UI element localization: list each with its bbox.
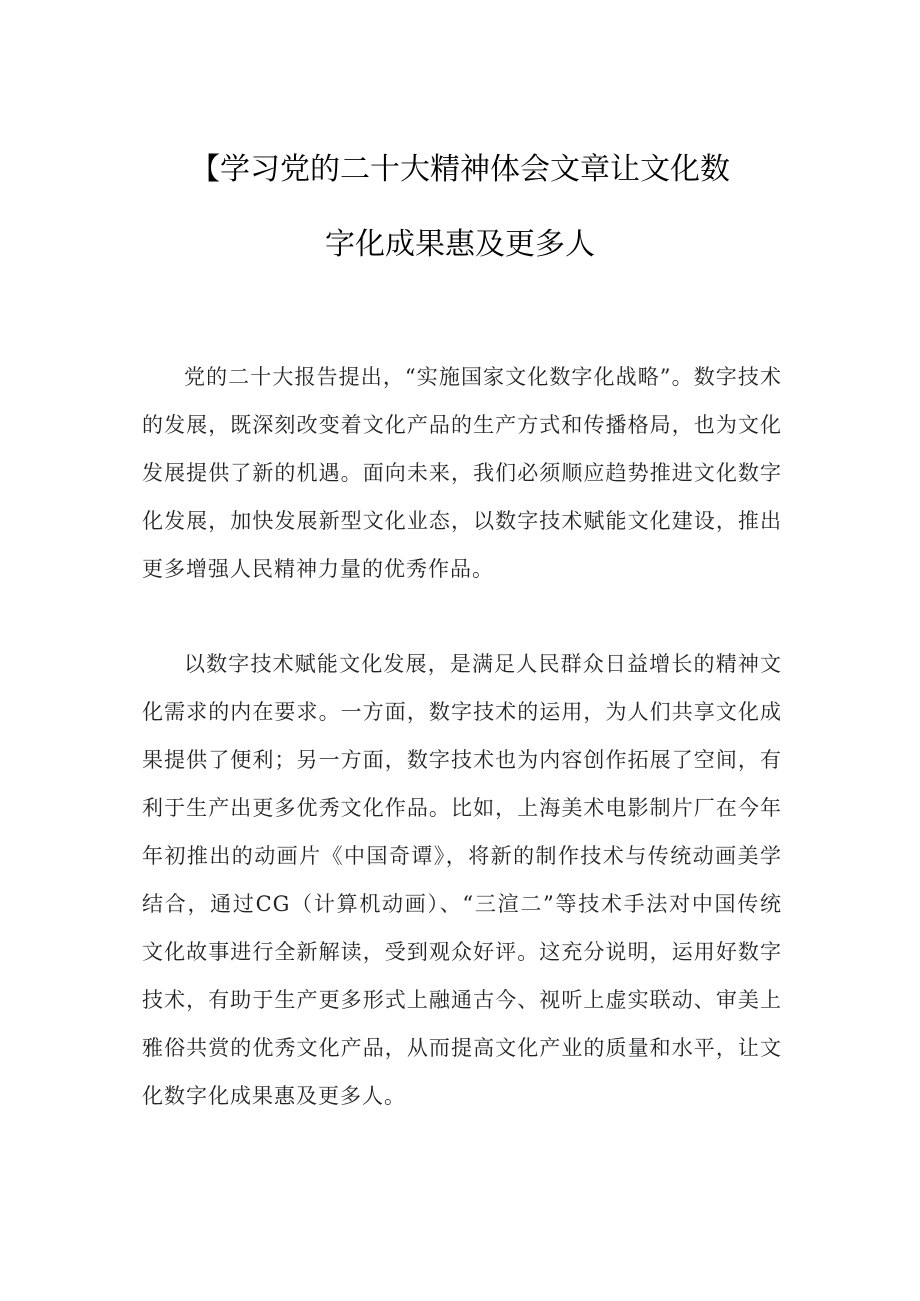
document-title-line-2: 字化成果惠及更多人 xyxy=(325,227,595,262)
body-paragraph-2: 以数字技术赋能文化发展，是满足人民群众日益增长的精神文化需求的内在要求。一方面，数字技术的运用，为人们共享文化成果提供了便利；另一方面，数字技术也为内容创作拓展了空间，有利于生产出更多优秀文化作品。比如，上海美术电影制片厂在今年年初推出的动画片《中国奇谭》，将新的制作技术与传统动画美学结合，通过CG（计算机动画）、“三渲二”等技术手法对中国传统文化故事进行全新解读，受到观众好评。这充分说明，运用好数字技术，有助于生产更多形式上融通古今、视听上虚实联动、审美上雅俗共赏的优秀文化产品，从而提高文化产业的质量和水平，让文化数字化成果惠及更多人。 xyxy=(142,652,782,1108)
document-title-line-1: 【学习党的二十大精神体会文章让文化数 xyxy=(190,152,730,187)
body-paragraph-1: 党的二十大报告提出，“实施国家文化数字化战略”。数字技术的发展，既深刻改变着文化产品的生产方式和传播格局，也为文化发展提供了新的机遇。面向未来，我们必须顺应趋势推进文化数字化发展，加快发展新型文化业态，以数字技术赋能文化建设，推出更多增强人民精神力量的优秀作品。 xyxy=(142,365,782,581)
